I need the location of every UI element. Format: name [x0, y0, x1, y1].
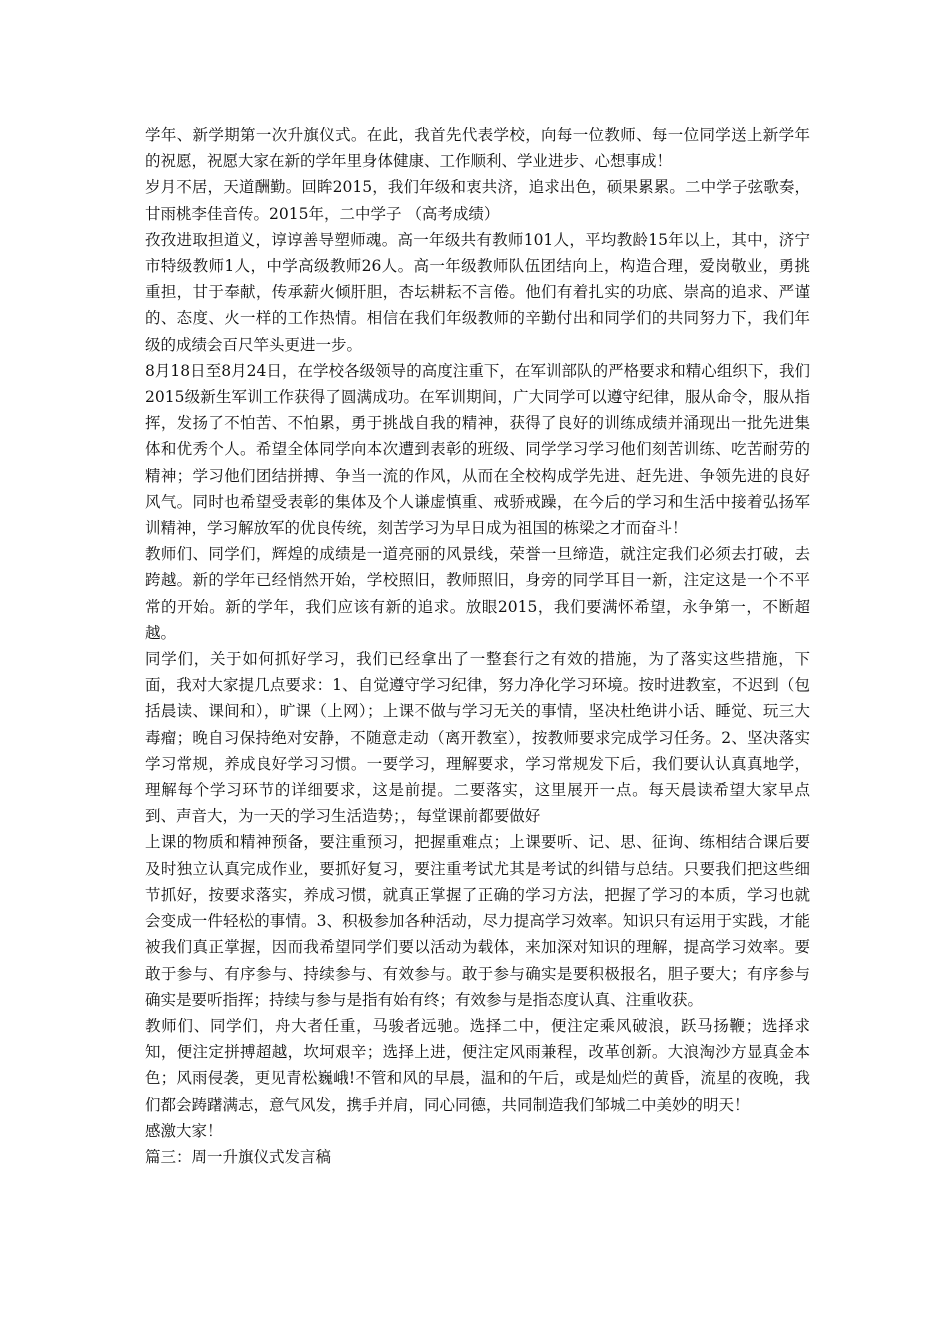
paragraph-thanks: 感激大家！	[145, 1121, 223, 1140]
paragraph-closing: 教师们、同学们，舟大者任重，马骏者远驰。选择二中，便注定乘风破浪，跃马扬鞭；选择求知，便注定拼搏超越，坎坷艰辛；选择上进，便注定风雨兼程，改革创新。大浪淘沙方显真金本色；风雨侵袭，更见青松巍峨!不管和风的早晨，温和的午后，或是灿烂的黄昏，流星的夜晚，我们都会踌躇满志，意气风发，携手并肩，同心同德，共同制造我们邹城二中美妙的明天！	[145, 1016, 810, 1114]
paragraph-teachers: 孜孜进取担道义，谆谆善导塑师魂。高一年级共有教师101人，平均教龄15年以上，其中，济宁市特级教师1人，中学高级教师26人。高一年级教师队伍团结向上，构造合理，爱岗敬业，勇挑重担，甘于奉献，传承薪火倾肝胆，杏坛耕耘不言倦。他们有着扎实的功底、崇高的追求、严谨的、态度、火一样的工作热情。相信在我们年级教师的辛勤付出和同学们的共同努力下，我们年级的成绩会百尺竿头更进一步。	[145, 230, 810, 354]
paragraph-study-requirements: 同学们，关于如何抓好学习，我们已经拿出了一整套行之有效的措施，为了落实这些措施，下面，我对大家提几点要求：1、自觉遵守学习纪律，努力净化学习环境。按时进教室，不迟到（包括晨读、课间和），旷课（上网）；上课不做与学习无关的事情，坚决杜绝讲小话、睡觉、玩三大毒瘤；晚自习保持绝对安静，不随意走动（离开教室），按教师要求完成学习任务。2、坚决落实学习常规，养成良好学习习惯。一要学习，理解要求，学习常规发下后，我们要认认真真地学，理解每个学习环节的详细要求，这是前提。二要落实，这里展开一点。每天晨读希望大家早点到、声音大，为一天的学习生活造势；，每堂课前都要做好	[145, 650, 810, 826]
paragraph-study-habits: 上课的物质和精神预备，要注重预习，把握重难点；上课要听、记、思、征询、练相结合课后要及时独立认真完成作业，要抓好复习，要注重考试尤其是考试的纠错与总结。只要我们把这些细节抓好，按要求落实，养成习惯，就真正掌握了正确的学习方法，把握了学习的本质，学习也就会变成一件轻松的事情。3、积极参加各种活动，尽力提高学习效率。知识只有运用于实践，才能被我们真正掌握，因而我希望同学们要以活动为载体，来加深对知识的理解，提高学习效率。要敢于参与、有序参与、持续参与、有效参与。敢于参与确实是要积极报名，胆子要大；有序参与确实是要听指挥；持续与参与是指有始有终；有效参与是指态度认真、注重收获。	[145, 833, 810, 1009]
paragraph-military-training: 8月18日至8月24日，在学校各级领导的高度注重下，在军训部队的严格要求和精心组织下，我们2015级新生军训工作获得了圆满成功。在军训期间，广大同学可以遵守纪律，服从命令，服从指挥，发扬了不怕苦、不怕累，勇于挑战自我的精神，获得了良好的训练成绩并涌现出一批先进集体和优秀个人。希望全体同学向本次遭到表彰的班级、同学学习学习他们刻苦训练、吃苦耐劳的精神；学习他们团结拼搏、争当一流的作风，从而在全校构成学先进、赶先进、争领先进的良好风气。同时也希望受表彰的集体及个人谦虚慎重、戒骄戒躁，在今后的学习和生活中接着弘扬军训精神，学习解放军的优良传统，刻苦学习为早日成为祖国的栋梁之才而奋斗！	[145, 361, 810, 538]
paragraph-achievements: 岁月不居，天道酬勤。回眸2015，我们年级和衷共济，追求出色，硕果累累。二中学子弦歌奏，甘雨桃李佳音传。2015年，二中学子 （高考成绩）	[145, 178, 810, 223]
paragraph-new-year: 教师们、同学们，辉煌的成绩是一道亮丽的风景线，荣誉一旦缔造，就注定我们必须去打破，去跨越。新的学年已经悄然开始，学校照旧，教师照旧，身旁的同学耳目一新，注定这是一个不平常的开始。新的学年，我们应该有新的追求。放眼2015，我们要满怀希望，永争第一，不断超越。	[145, 545, 810, 642]
section-heading: 篇三：周一升旗仪式发言稿	[145, 1147, 332, 1166]
paragraph-opening: 学年、新学期第一次升旗仪式。在此，我首先代表学校，向每一位教师、每一位同学送上新学年的祝愿，祝愿大家在新的学年里身体健康、工作顺利、学业进步、心想事成！	[145, 126, 810, 171]
document-page	[145, 122, 810, 1170]
